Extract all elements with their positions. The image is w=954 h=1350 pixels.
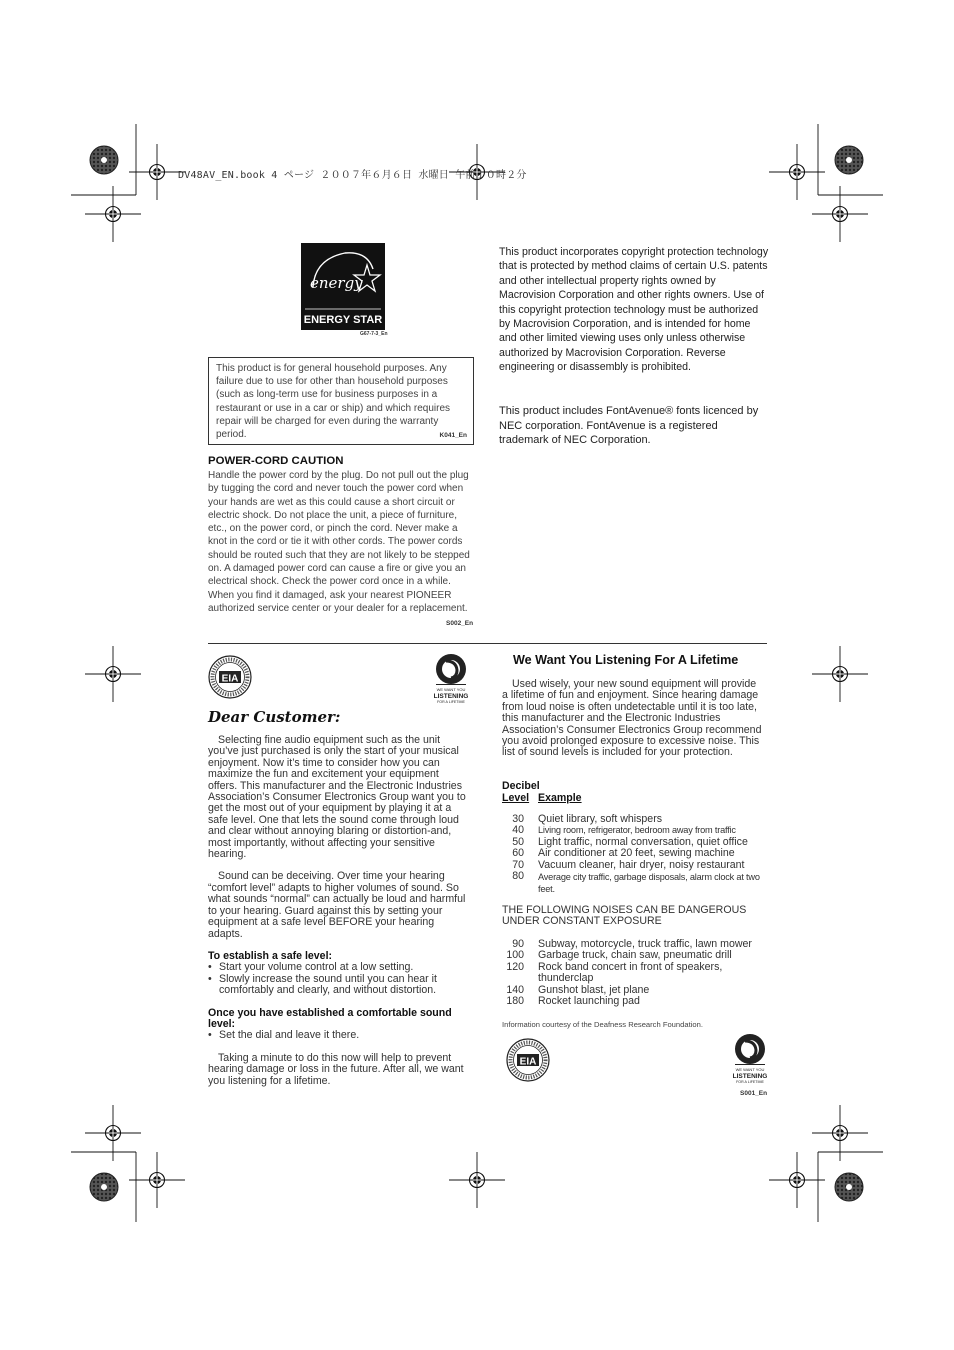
table-row: 90 Subway, motorcycle, truck traffic, lawn mower <box>512 938 752 950</box>
danger-table <box>502 939 768 1007</box>
danger-heading: THE FOLLOWING NOISES CAN BE DANGEROUS UNDER CONSTANT EXPOSURE <box>502 904 747 928</box>
energy-star-icon <box>301 243 385 330</box>
decibel-table <box>502 814 768 895</box>
listening-small: WE WANT YOU <box>735 1067 765 1072</box>
registration-mark <box>769 144 825 200</box>
eia-icon <box>506 1038 550 1082</box>
starburst-mark <box>835 1173 863 1201</box>
listening-logo <box>731 1033 769 1085</box>
listening-label: LISTENING <box>433 693 469 700</box>
lifetime-heading: We Want You Listening For A Lifetime <box>513 653 739 667</box>
registration-mark <box>85 646 141 702</box>
table-row: 60 Air conditioner at 20 feet, sewing machine <box>512 847 735 860</box>
listening-sub: FOR A LIFETIME <box>736 1080 764 1084</box>
fontavenue-notice: This product includes FontAvenue® fonts licenced by NEC corporation. FontAvenue is a registered trademark of NEC Corporation. <box>499 405 759 447</box>
listening-sub: FOR A LIFETIME <box>437 700 465 704</box>
file-stamp: DV48AV_EN.book 4 ページ ２００７年６月６日 水曜日 午前１０時２分 <box>178 170 527 181</box>
list-item: • Set the dial and leave it there. <box>208 1029 360 1042</box>
power-cord-heading: POWER-CORD CAUTION <box>208 455 344 467</box>
comfort-level-item: Set the dial and leave it there. <box>219 1029 360 1042</box>
table-row: 80 Average city traffic, garbage disposals, alarm clock at two feet. <box>512 870 760 895</box>
starburst-mark <box>90 1173 118 1201</box>
energy-star-logo <box>301 243 385 330</box>
dear-customer-title: Dear Customer: <box>208 708 341 726</box>
eia-logo <box>506 1038 550 1082</box>
registration-mark <box>812 646 868 702</box>
registration-mark <box>129 144 185 200</box>
listening-label: LISTENING <box>732 1073 768 1080</box>
list-item: • Slowly increase the sound until you can hear it comfortably and clearly, and without distortion. <box>208 974 470 997</box>
power-cord-text: Handle the power cord by the plug. Do not pull out the plug by tugging the cord and never touch the power cord when your hands are wet as this could cause a short circuit or electric shock. Do not place the unit, a piece of furniture, etc., on the power cord, or pinch the cord. Never make a knot in the cord or tie it with other cords. The power cords should be routed such that they are not likely to be stepped on. A damaged power cord can cause a fire or give you an electrical shock. Check the power cord once in a while. When you find it damaged, ask your nearest PIONEER authorized service center or your dealer for a replacement. <box>208 470 470 614</box>
dear-customer-paragraph: Sound can be deceiving. Over time your hearing “comfort level” adapts to higher volumes of sound. So what sounds “normal” can actually be loud and harmful to your hearing. Guard against this by setting your equipment at a safe level BEFORE your hearing adapts. <box>208 870 466 940</box>
list-item: • Start your volume control at a low setting. <box>208 961 414 974</box>
table-row: 120 Rock band concert in front of speakers, thunderclap <box>506 960 723 985</box>
lifetime-code: S001_En <box>740 1090 768 1097</box>
energy-script: energy <box>310 274 363 292</box>
household-notice-code: K041_En <box>439 432 467 439</box>
safe-level-item: Slowly increase the sound until you can hear it comfortably and clearly, and without distortion. <box>219 972 437 997</box>
starburst-mark <box>835 146 863 174</box>
table-row: 40 Living room, refrigerator, bedroom away from traffic <box>512 824 736 837</box>
listening-icon <box>731 1033 769 1085</box>
dear-customer-body <box>208 735 470 1098</box>
decibel-table-title: Decibel <box>502 780 540 792</box>
safe-level-item: Start your volume control at a low setting. <box>219 961 414 974</box>
registration-mark <box>85 1105 141 1161</box>
registration-mark <box>812 1105 868 1161</box>
eia-icon <box>208 655 252 699</box>
eia-label: EIA <box>519 1056 537 1068</box>
listening-small: WE WANT YOU <box>436 687 466 692</box>
registration-mark <box>769 1152 825 1208</box>
table-row: 180 Rocket launching pad <box>506 995 640 1008</box>
decibel-col-example: Example <box>538 792 582 804</box>
dear-customer-paragraph: Selecting fine audio equipment such as the unit you’ve just purchased is only the start of your musical enjoyment. Now it’s time to consider how you can maximize the fun and excitement your equipment offers. This manufacturer and the Electronic Industries Association’s Consumer Electronics Group want you to get the most out of your equipment by playing it at a safe level. One that lets the sound come through loud and clear without annoying blaring or distortion-and, most importantly, without affecting your sensitive hearing. <box>208 734 466 861</box>
lifetime-intro: Used wisely, your new sound equipment will provide a lifetime of fun and enjoyment. Since hearing damage from loud noise is often undetectable until it is too late, this manufacturer and the Electronic Industries Association’s Consumer Electronics Group recommend you avoid prolonged exposure to excessive noise. This list of sound levels is included for your protection. <box>502 678 762 759</box>
listening-icon <box>432 653 470 705</box>
registration-mark <box>85 186 141 242</box>
table-row: 50 Light traffic, normal conversation, quiet office <box>512 835 748 848</box>
power-cord-code: S002_En <box>446 620 474 627</box>
decibel-col-level: Level <box>502 792 530 804</box>
household-notice-box <box>208 357 474 445</box>
macrovision-notice: This product incorporates copyright protection technology that is protected by method claims of certain U.S. patents and other intellectual property rights owned by Macrovision Corporation and other rights owners. Use of this copyright protection technology must be authorized by Macrovision Corporation, and is intended for home and other limited viewing uses only unless otherwise authorized by Macrovision Corporation. Reverse engineering or disassembly is prohibited. <box>499 246 769 374</box>
energy-star-code: G67-7-3_En <box>360 331 388 337</box>
table-row: 140 Gunshot blast, jet plane <box>506 983 650 996</box>
table-row: 30 Quiet library, soft whispers <box>512 813 663 825</box>
starburst-mark <box>90 146 118 174</box>
registration-mark <box>812 186 868 242</box>
eia-logo <box>208 655 252 699</box>
household-notice-text: This product is for general household purposes. Any failure due to use for other than household purposes (such as long-term use for business purposes in a restaurant or use in a car or ship) and which requires repair will be charged for even during the warranty period. <box>216 363 451 441</box>
courtesy-note: Information courtesy of the Deafness Research Foundation. <box>502 1020 703 1029</box>
comfort-level-heading: Once you have established a comfortable sound level: <box>208 1006 452 1030</box>
energy-star-label: ENERGY STAR <box>303 314 383 326</box>
registration-mark <box>449 1152 505 1208</box>
safe-level-heading: To establish a safe level: <box>208 949 333 962</box>
dear-customer-paragraph: Taking a minute to do this now will help to prevent hearing damage or loss in the future. After all, we want you listening for a lifetime. <box>208 1051 464 1087</box>
registration-mark <box>129 1152 185 1208</box>
section-divider <box>208 643 767 644</box>
eia-label: EIA <box>221 673 239 685</box>
listening-logo <box>432 653 470 705</box>
table-row: 100 Garbage truck, chain saw, pneumatic drill <box>506 949 732 962</box>
table-row: 70 Vacuum cleaner, hair dryer, noisy restaurant <box>512 858 745 871</box>
